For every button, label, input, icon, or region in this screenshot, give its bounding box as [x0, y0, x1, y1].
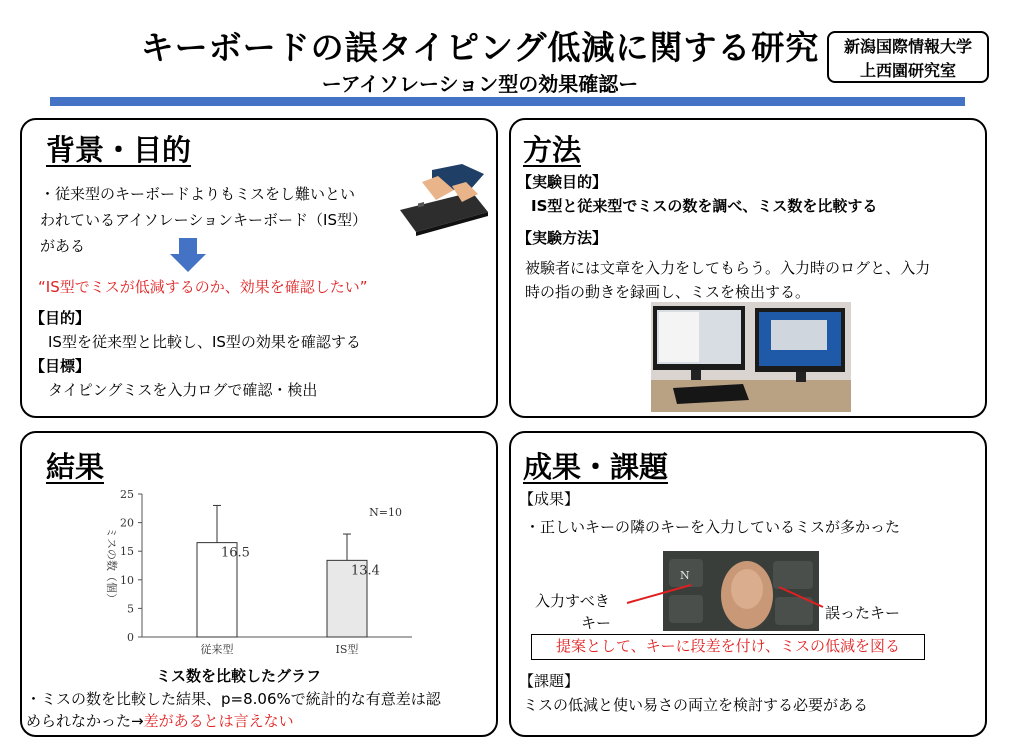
results-line-2 — [26, 709, 294, 733]
poster-subtitle: ーアイソレーション型の効果確認ー — [321, 72, 639, 96]
category-label: IS型 — [335, 643, 359, 656]
y-tick-label: 20 — [120, 516, 134, 530]
proposal-box — [531, 634, 925, 660]
outcomes-heading: 成果・課題 — [523, 450, 669, 484]
data-label: 13.4 — [351, 563, 380, 579]
svg-text:N: N — [680, 569, 690, 582]
lab-name: 上西園研究室 — [859, 61, 956, 80]
background-line-2: われているアイソレーションキーボード（IS型） — [40, 211, 367, 229]
purpose-text: IS型を従来型と比較し、IS型の効果を確認する — [48, 333, 361, 351]
goal-label: 【目標】 — [30, 357, 91, 375]
data-label: 16.5 — [221, 545, 250, 561]
miss-count-bar-chart — [82, 485, 432, 675]
method-purpose-label: 【実験目的】 — [517, 173, 608, 191]
poster-title: キーボードの誤タイピング低減に関する研究 — [140, 28, 820, 67]
method-panel — [509, 118, 987, 418]
outcomes-result-text: ・正しいキーの隣のキーを入力しているミスが多かった — [525, 518, 901, 536]
category-label: 従来型 — [200, 643, 234, 656]
results-heading: 結果 — [46, 450, 105, 484]
y-tick-label: 5 — [127, 602, 134, 616]
outcomes-panel — [509, 431, 987, 737]
y-tick-label: 0 — [127, 631, 134, 644]
method-line-1: 被験者には文章を入力をしてもらう。入力時のログと、入力 — [525, 259, 931, 277]
header-accent-bar — [50, 97, 965, 106]
results-panel — [20, 431, 498, 737]
down-arrow-icon — [170, 238, 206, 274]
label-correct-key: 入力すべき — [535, 592, 610, 610]
label-correct-key-2: キー — [581, 614, 612, 632]
y-tick-label: 10 — [120, 573, 134, 587]
sample-size-annotation: N=10 — [369, 506, 402, 519]
goal-text: タイピングミスを入力ログで確認・検出 — [48, 381, 318, 399]
label-wrong-key: 誤ったキー — [825, 604, 901, 622]
background-heading: 背景・目的 — [46, 133, 192, 167]
results-conclusion: 差があるとは言えない — [143, 712, 294, 730]
issue-label: 【課題】 — [519, 672, 580, 690]
y-tick-label: 25 — [120, 488, 134, 501]
results-line-1: ・ミスの数を比較した結果、p=8.06%で統計的な有意差は認 — [26, 690, 441, 708]
lab-university: 新潟国際情報大学 — [843, 37, 972, 56]
method-method-label: 【実験方法】 — [517, 229, 608, 247]
y-tick-label: 15 — [120, 545, 134, 559]
method-line-2: 時の指の動きを録画し、ミスを検出する。 — [525, 283, 811, 301]
experiment-setup-photo — [651, 302, 851, 412]
issue-text: ミスの低減と使い易さの両立を検討する必要がある — [523, 696, 869, 714]
results-line-2-plain: められなかった→ — [26, 712, 144, 730]
y-axis-label: ミスの数（個） — [105, 527, 118, 604]
background-panel — [20, 118, 498, 418]
method-purpose-text: IS型と従来型でミスの数を調べ、ミス数を比較する — [531, 197, 878, 215]
method-heading: 方法 — [523, 133, 582, 167]
background-line-1: ・従来型のキーボードよりもミスをし難いとい — [40, 185, 356, 203]
background-line-3: がある — [40, 237, 86, 255]
proposal-text: 提案として、キーに段差を付け、ミスの低減を図る — [555, 637, 901, 655]
purpose-label: 【目的】 — [30, 309, 91, 327]
outcomes-result-label: 【成果】 — [519, 490, 580, 508]
keyboard-typing-illustration — [392, 160, 492, 240]
background-question: “IS型でミスが低減するのか、効果を確認したい” — [38, 278, 368, 296]
lab-box — [827, 31, 989, 83]
chart-caption: ミス数を比較したグラフ — [156, 667, 322, 685]
